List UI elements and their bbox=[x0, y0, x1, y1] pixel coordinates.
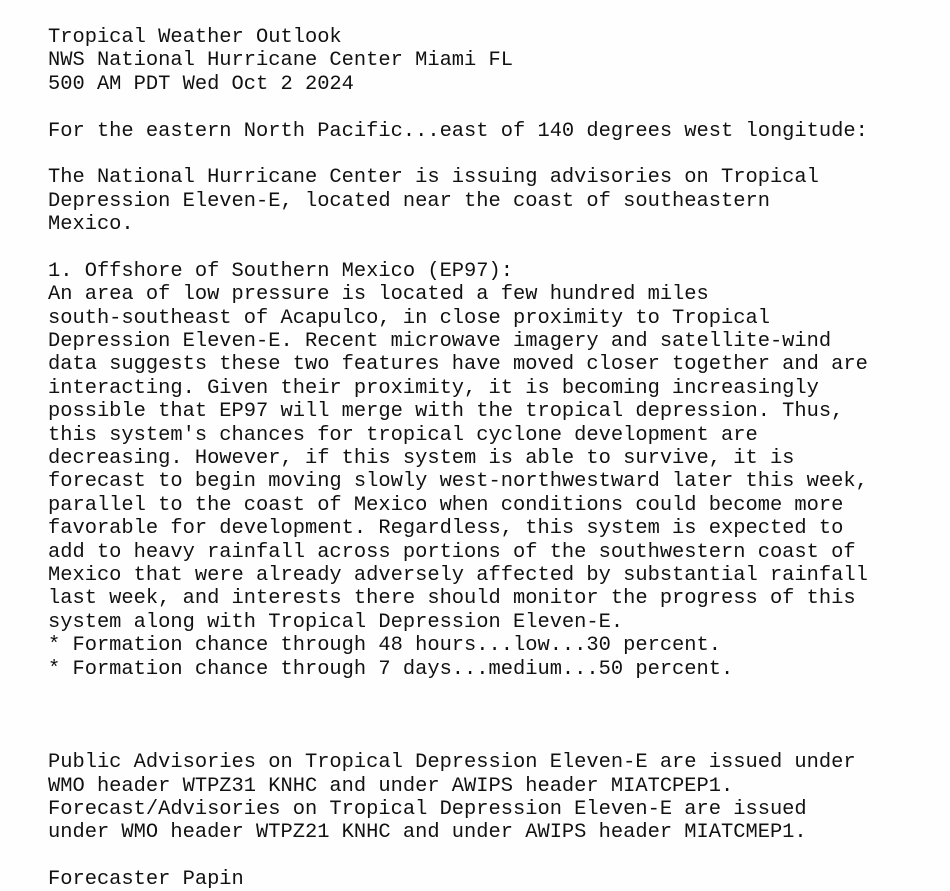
spacer bbox=[48, 237, 868, 260]
advisory-line: under WMO header WTPZ21 KNHC and under AWIPS header MIATCMEP1. bbox=[48, 821, 807, 845]
system-1-line: data suggests these two features have moved closer together and are bbox=[48, 353, 868, 377]
system-1-line: decreasing. However, if this system is able to survive, it is bbox=[48, 447, 795, 471]
system-1-line: this system's chances for tropical cyclone development are bbox=[48, 423, 758, 447]
formation-chance-48h: * Formation chance through 48 hours...low...30 percent. bbox=[48, 634, 722, 658]
system-1-line: add to heavy rainfall across portions of the southwestern coast of bbox=[48, 540, 856, 564]
system-1-line: parallel to the coast of Mexico when conditions could become more bbox=[48, 493, 844, 517]
spacer bbox=[48, 96, 868, 119]
document-title: Tropical Weather Outlook bbox=[48, 26, 342, 49]
spacer bbox=[48, 681, 868, 704]
advisory-line: WMO header WTPZ31 KNHC and under AWIPS header MIATCPEP1. bbox=[48, 774, 734, 798]
spacer bbox=[48, 143, 868, 166]
outlook-document bbox=[48, 26, 868, 891]
system-1-heading: 1. Offshore of Southern Mexico (EP97): bbox=[48, 259, 513, 283]
system-1-line: south-southeast of Acapulco, in close proximity to Tropical bbox=[48, 306, 770, 330]
system-1-section bbox=[48, 260, 868, 681]
system-1-line: Depression Eleven-E. Recent microwave imagery and satellite-wind bbox=[48, 330, 832, 354]
spacer bbox=[48, 845, 868, 868]
spacer bbox=[48, 704, 868, 727]
intro-line: Depression Eleven-E, located near the coast of southeastern bbox=[48, 189, 770, 213]
issuing-office: NWS National Hurricane Center Miami FL bbox=[48, 49, 513, 73]
intro-line: The National Hurricane Center is issuing advisories on Tropical bbox=[48, 166, 819, 190]
system-1-line: favorable for development. Regardless, this system is expected to bbox=[48, 517, 844, 541]
advisory-line: Forecast/Advisories on Tropical Depression Eleven-E are issued bbox=[48, 797, 807, 821]
system-1-line: system along with Tropical Depression Eleven-E. bbox=[48, 610, 624, 634]
advisory-line: Public Advisories on Tropical Depression Eleven-E are issued under bbox=[48, 751, 856, 775]
spacer bbox=[48, 728, 868, 751]
region-statement: For the eastern North Pacific...east of 140 degrees west longitude: bbox=[48, 119, 868, 143]
system-1-line: possible that EP97 will merge with the tropical depression. Thus, bbox=[48, 400, 844, 424]
advisories-paragraph bbox=[48, 751, 868, 845]
forecaster-signature: Forecaster Papin bbox=[48, 868, 244, 891]
issue-time: 500 AM PDT Wed Oct 2 2024 bbox=[48, 72, 354, 96]
intro-paragraph bbox=[48, 166, 868, 236]
system-1-line: An area of low pressure is located a few hundred miles bbox=[48, 283, 709, 307]
formation-chance-7d: * Formation chance through 7 days...medium...50 percent. bbox=[48, 657, 734, 681]
system-1-line: last week, and interests there should monitor the progress of this bbox=[48, 587, 856, 611]
intro-line: Mexico. bbox=[48, 213, 134, 237]
system-1-line: Mexico that were already adversely affected by substantial rainfall bbox=[48, 563, 868, 587]
system-1-line: forecast to begin moving slowly west-northwestward later this week, bbox=[48, 470, 868, 494]
system-1-line: interacting. Given their proximity, it is becoming increasingly bbox=[48, 376, 819, 400]
